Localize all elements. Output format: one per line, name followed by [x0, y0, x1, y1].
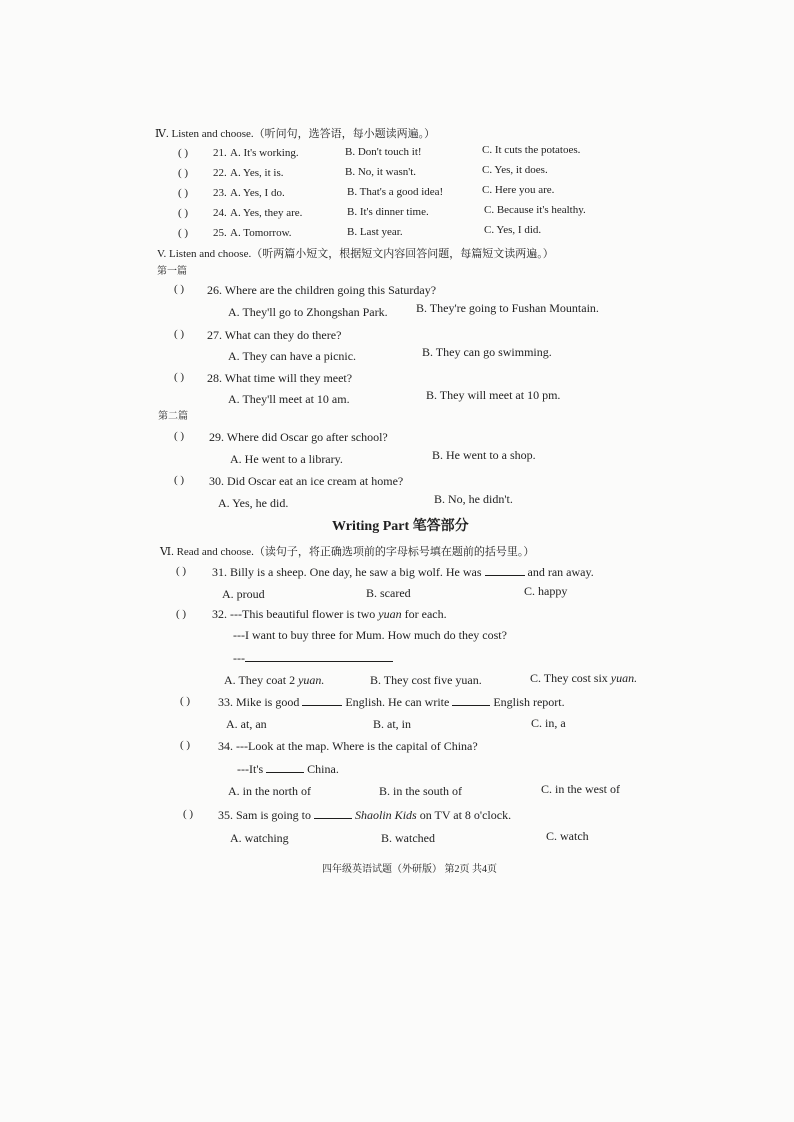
option-b: B. That's a good idea! [347, 186, 444, 198]
option-31-c: C. happy [524, 584, 568, 598]
question-number: 24. [213, 207, 227, 219]
answer-bracket: ( ) [174, 283, 185, 295]
option-32-a: A. They coat 2 yuan. [224, 673, 325, 687]
question-28: 28. What time will they meet? [207, 371, 353, 385]
option-26-a: A. They'll go to Zhongshan Park. [228, 305, 388, 319]
option-34-b: B. in the south of [379, 784, 462, 798]
question-32-line-3: --- [233, 651, 393, 666]
option-a: A. It's working. [230, 147, 299, 159]
option-30-b: B. No, he didn't. [434, 492, 513, 506]
answer-bracket: ( ) [178, 147, 189, 159]
answer-bracket: ( ) [174, 430, 185, 442]
option-a: A. Yes, they are. [230, 207, 303, 219]
answer-bracket: ( ) [180, 739, 191, 751]
question-number: 23. [213, 187, 227, 199]
answer-bracket: ( ) [178, 167, 189, 179]
option-b: B. Last year. [347, 226, 403, 238]
option-b: B. It's dinner time. [347, 206, 429, 218]
question-32-line-1: 32. ---This beautiful flower is two yuan for each. [212, 607, 447, 621]
question-31: 31. Billy is a sheep. One day, he saw a big wolf. He was and ran away. [212, 565, 594, 579]
answer-bracket: ( ) [176, 608, 187, 620]
question-26: 26. Where are the children going this Saturday? [207, 283, 437, 297]
question-33: 33. Mike is good English. He can write English report. [218, 695, 565, 709]
answer-blank [302, 695, 342, 706]
question-32-line-2: ---I want to buy three for Mum. How much do they cost? [233, 628, 507, 642]
answer-blank [452, 695, 490, 706]
answer-bracket: ( ) [174, 328, 185, 340]
answer-bracket: ( ) [178, 187, 189, 199]
option-34-c: C. in the west of [541, 782, 620, 796]
option-27-b: B. They can go swimming. [422, 345, 552, 359]
question-34-line-1: 34. ---Look at the map. Where is the capital of China? [218, 739, 478, 753]
answer-bracket: ( ) [174, 474, 185, 486]
page-footer: 四年级英语试题（外研版） 第2页 共4页 [322, 864, 497, 875]
section-6-heading: Ⅵ. Read and choose.（读句子，将正确选项前的字母标号填在题前的括号里。） [160, 546, 535, 558]
option-c: C. Because it's healthy. [484, 204, 586, 216]
option-35-b: B. watched [381, 831, 435, 845]
option-a: A. Yes, it is. [230, 167, 284, 179]
writing-part-title: Writing Part 笔答部分 [332, 519, 469, 534]
option-27-a: A. They can have a picnic. [228, 349, 357, 363]
option-c: C. Here you are. [482, 184, 555, 196]
option-c: C. Yes, it does. [482, 164, 548, 176]
answer-bracket: ( ) [183, 808, 194, 820]
question-number: 21. [213, 147, 227, 159]
option-b: B. Don't touch it! [345, 146, 422, 158]
option-30-a: A. Yes, he did. [218, 496, 289, 510]
option-34-a: A. in the north of [228, 784, 311, 798]
question-27: 27. What can they do there? [207, 328, 342, 342]
option-a: A. Tomorrow. [230, 227, 292, 239]
part-2-label: 第二篇 [158, 411, 188, 422]
option-26-b: B. They're going to Fushan Mountain. [416, 301, 599, 315]
section-5-heading: V. Listen and choose.（听两篇小短文，根据短文内容回答问题，每篇短文读两遍。） [157, 248, 554, 260]
answer-blank [266, 762, 304, 773]
option-32-c: C. They cost six yuan. [530, 671, 638, 685]
option-35-a: A. watching [230, 831, 289, 845]
option-33-a: A. at, an [226, 717, 267, 731]
option-31-b: B. scared [366, 586, 411, 600]
section-4-heading: Ⅳ. Listen and choose.（听问句，选答语，每小题读两遍。） [155, 128, 436, 140]
answer-bracket: ( ) [174, 371, 185, 383]
question-35: 35. Sam is going to Shaolin Kids on TV at 8 o'clock. [218, 808, 512, 822]
option-32-b: B. They cost five yuan. [370, 673, 482, 687]
option-33-b: B. at, in [373, 717, 411, 731]
option-b: B. No, it wasn't. [345, 166, 417, 178]
question-30: 30. Did Oscar eat an ice cream at home? [209, 474, 404, 488]
question-number: 25. [213, 227, 227, 239]
answer-bracket: ( ) [178, 227, 189, 239]
answer-bracket: ( ) [180, 695, 191, 707]
option-c: C. Yes, I did. [484, 224, 542, 236]
answer-bracket: ( ) [176, 565, 187, 577]
question-number: 22. [213, 167, 227, 179]
answer-blank [245, 651, 393, 662]
option-a: A. Yes, I do. [230, 187, 285, 199]
option-28-a: A. They'll meet at 10 am. [228, 392, 350, 406]
option-29-b: B. He went to a shop. [432, 448, 536, 462]
option-35-c: C. watch [546, 829, 589, 843]
part-1-label: 第一篇 [157, 266, 187, 277]
option-c: C. It cuts the potatoes. [482, 144, 581, 156]
option-29-a: A. He went to a library. [230, 452, 343, 466]
option-31-a: A. proud [222, 587, 265, 601]
answer-blank [485, 565, 525, 576]
question-34-line-2: ---It's China. [237, 762, 339, 776]
option-33-c: C. in, a [531, 716, 566, 730]
question-29: 29. Where did Oscar go after school? [209, 430, 388, 444]
option-28-b: B. They will meet at 10 pm. [426, 388, 561, 402]
answer-blank [314, 808, 352, 819]
answer-bracket: ( ) [178, 207, 189, 219]
